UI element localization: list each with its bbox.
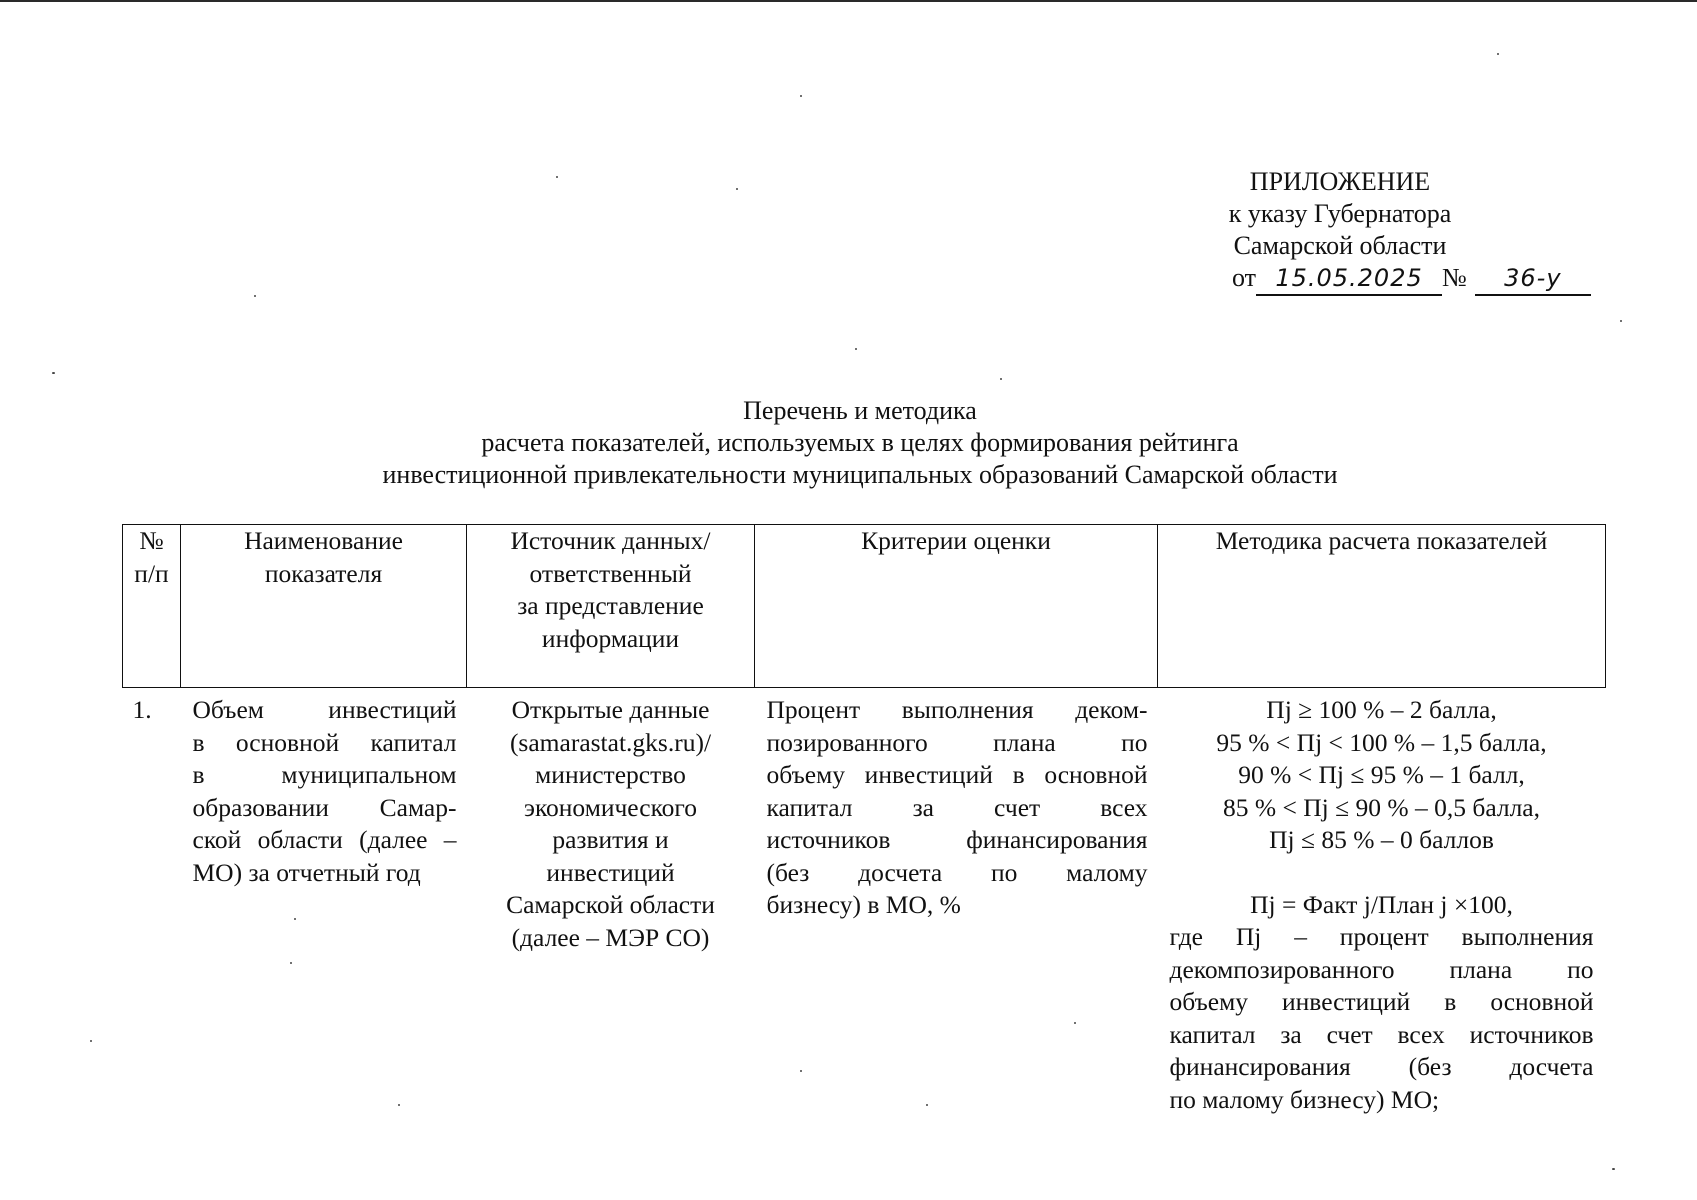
scan-speck bbox=[800, 95, 802, 97]
data-source-line: министерство bbox=[535, 760, 686, 789]
method-spacer bbox=[1170, 857, 1594, 889]
criteria-line: капитал за счет всех bbox=[766, 792, 1148, 822]
number-prefix: № bbox=[1442, 263, 1467, 292]
handwritten-number: 36-у bbox=[1475, 262, 1591, 296]
table-header-row bbox=[123, 525, 1606, 688]
header-criteria bbox=[755, 525, 1158, 688]
data-source-cell bbox=[467, 688, 755, 1117]
criteria-cell bbox=[755, 688, 1158, 1117]
scan-speck bbox=[90, 1040, 92, 1042]
score-rule-line: 95 % < Пj < 100 % – 1,5 балла, bbox=[1216, 727, 1547, 757]
title-line: инвестиционной привлекательности муниципальных образований Самарской области bbox=[382, 460, 1338, 489]
handwritten-date: 15.05.2025 bbox=[1256, 262, 1442, 296]
header-source-line: информации bbox=[541, 623, 680, 653]
scan-speck bbox=[556, 176, 558, 178]
header-source-line: ответственный bbox=[529, 558, 692, 588]
method-description-line: финансирования (без досчета bbox=[1169, 1052, 1594, 1081]
document-title bbox=[200, 395, 1520, 491]
method-cell bbox=[1158, 688, 1606, 1117]
title-line: расчета показателей, используемых в целях формирования рейтинга bbox=[481, 428, 1239, 457]
data-source-line: экономического bbox=[524, 792, 697, 822]
appendix-region-line: Самарской области bbox=[1233, 231, 1447, 260]
appendix-date-line bbox=[1232, 262, 1591, 296]
title-line: Перечень и методика bbox=[743, 396, 977, 425]
data-source-line: инвестиций bbox=[546, 857, 675, 887]
criteria-line: источников финансирования bbox=[766, 825, 1148, 854]
criteria-line: объему инвестиций в основной bbox=[766, 760, 1148, 789]
scan-speck bbox=[254, 295, 256, 297]
scan-speck bbox=[1620, 320, 1622, 322]
header-criteria-line: Критерии оценки bbox=[861, 526, 1051, 555]
date-prefix: от bbox=[1232, 263, 1257, 292]
header-name-line: Наименование bbox=[244, 526, 403, 555]
scan-speck bbox=[1000, 378, 1002, 380]
header-source bbox=[467, 525, 755, 688]
method-description-line: где Пj – процент выполнения bbox=[1169, 922, 1594, 951]
header-source-line: за представление bbox=[517, 591, 704, 620]
header-num bbox=[123, 525, 181, 688]
header-method-line: Методика расчета показателей bbox=[1215, 526, 1548, 555]
criteria-line: (без досчета по малому bbox=[766, 857, 1148, 887]
scan-speck bbox=[1612, 1168, 1615, 1170]
score-rule-line: 90 % < Пj ≤ 95 % – 1 балл, bbox=[1238, 760, 1525, 789]
scan-speck bbox=[1497, 53, 1499, 55]
data-source-line: развития и bbox=[552, 825, 669, 854]
scan-speck bbox=[855, 348, 857, 350]
indicator-name-line: в муниципальном bbox=[192, 760, 457, 789]
scan-speck bbox=[52, 372, 55, 374]
method-description-line: капитал за счет всех источников bbox=[1169, 1019, 1594, 1049]
header-method bbox=[1158, 525, 1606, 688]
method-description-line: по малому бизнесу) МО; bbox=[1169, 1084, 1440, 1114]
method-description-line: декомпозированного плана по bbox=[1169, 954, 1594, 984]
header-name-line: показателя bbox=[264, 558, 383, 588]
criteria-line: бизнесу) в МО, % bbox=[766, 890, 961, 919]
scan-edge-line bbox=[0, 0, 1697, 2]
scan-speck bbox=[736, 188, 738, 190]
appendix-title: ПРИЛОЖЕНИЕ bbox=[1249, 167, 1431, 196]
indicator-name-line: ской области (далее – bbox=[192, 825, 457, 854]
header-source-line: Источник данных/ bbox=[510, 526, 711, 555]
indicator-name-line: МО) за отчетный год bbox=[192, 857, 421, 887]
indicator-name-line: образовании Самар- bbox=[192, 792, 457, 822]
score-rule-line: 85 % < Пj ≤ 90 % – 0,5 балла, bbox=[1222, 792, 1541, 822]
appendix-decree-line: к указу Губернатора bbox=[1228, 199, 1452, 228]
indicator-name-line: Объем инвестиций bbox=[192, 695, 457, 724]
data-source-line: Открытые данные bbox=[511, 695, 710, 724]
data-source-line: (далее – МЭР СО) bbox=[511, 922, 710, 952]
header-num-line: № bbox=[139, 526, 164, 555]
score-rule-line: Пj ≤ 85 % – 0 баллов bbox=[1269, 825, 1494, 854]
data-source-line: (samarastat.gks.ru)/ bbox=[509, 727, 712, 757]
row-number: 1. bbox=[132, 695, 152, 724]
criteria-line: позированного плана по bbox=[766, 727, 1148, 757]
header-name bbox=[181, 525, 467, 688]
indicator-name-cell bbox=[181, 688, 467, 1117]
indicators-table bbox=[122, 524, 1606, 1116]
appendix-block bbox=[1190, 166, 1490, 262]
method-description-line: объему инвестиций в основной bbox=[1169, 987, 1594, 1016]
criteria-line: Процент выполнения деком- bbox=[766, 695, 1148, 724]
header-num-line: п/п bbox=[134, 558, 169, 588]
indicator-name-line: в основной капитал bbox=[192, 727, 457, 757]
score-rule-line: Пj ≥ 100 % – 2 балла, bbox=[1266, 695, 1497, 724]
data-source-line: Самарской области bbox=[506, 890, 715, 919]
table-row bbox=[123, 688, 1606, 1117]
method-formula: Пj = Факт j/План j ×100, bbox=[1250, 889, 1513, 919]
